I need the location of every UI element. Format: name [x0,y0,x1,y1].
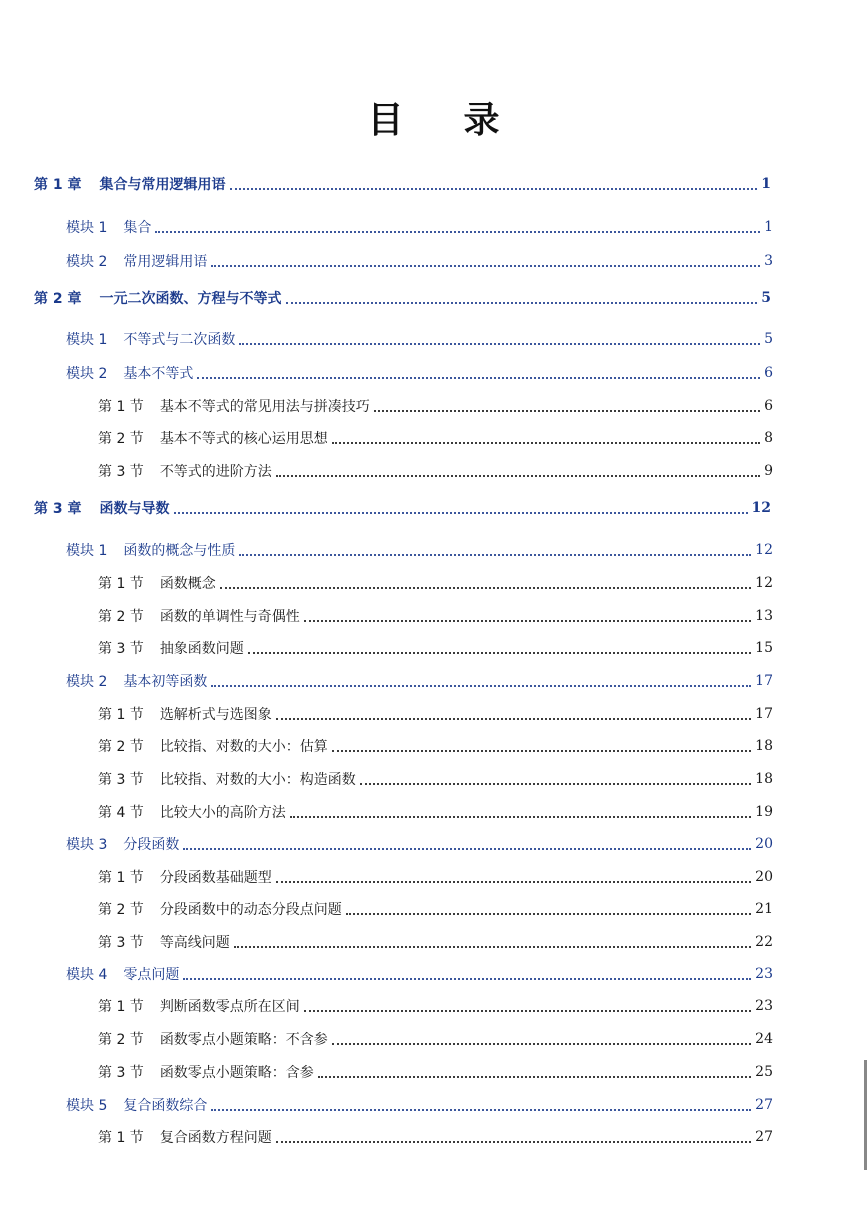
toc-module-entry[interactable] [66,327,773,351]
dot-leader [239,553,751,556]
toc-entry-title: 一元二次函数、方程与不等式 [99,291,282,307]
toc-entry-number: 第 1 节 [98,999,144,1015]
toc-section-entry[interactable] [98,1027,773,1051]
toc-section-entry[interactable] [98,1125,773,1149]
toc-entry-title: 集合 [123,220,152,236]
toc-entry-title: 不等式的进阶方法 [159,464,272,480]
toc-entry-number: 第 3 节 [98,641,144,657]
toc-entry-number: 第 3 节 [98,1065,144,1081]
dot-leader [230,187,758,190]
toc-entry-number: 第 1 节 [98,1130,144,1146]
toc-entry-page-number: 20 [755,869,773,885]
dot-leader [276,474,760,477]
dot-leader [304,1009,751,1012]
toc-section-entry[interactable] [98,930,773,954]
toc-entry-number: 模块 1 [66,332,108,348]
dot-leader [276,880,751,883]
toc-entry-number: 第 1 节 [98,870,144,886]
toc-module-entry[interactable] [66,249,773,273]
dot-leader [286,301,758,304]
toc-entry-title: 函数的概念与性质 [123,543,236,559]
dot-leader [220,586,751,589]
toc-section-entry[interactable] [98,800,773,824]
dot-leader [155,230,760,233]
toc-entry-number: 第 2 章 [34,291,82,307]
page-title: 目录 [367,100,560,141]
toc-entry-number: 模块 2 [66,674,108,690]
toc-entry-page-number: 17 [755,673,773,689]
dot-leader [276,1140,751,1143]
dot-leader [211,684,751,687]
toc-section-entry[interactable] [98,865,773,889]
toc-entry-title: 选解析式与选图象 [159,707,272,723]
toc-entry-title: 等高线问题 [159,935,230,951]
toc-module-entry[interactable] [66,1093,773,1117]
dot-leader [304,619,751,622]
toc-chapter-entry[interactable] [34,286,771,310]
toc-entry-page-number: 8 [764,430,773,446]
toc-entry-title: 基本初等函数 [123,674,208,690]
toc-entry-page-number: 20 [755,836,773,852]
toc-entry-title: 比较指、对数的大小：估算 [159,739,328,755]
toc-entry-number: 第 4 节 [98,805,144,821]
dot-leader [374,409,760,412]
dot-leader [276,717,751,720]
toc-entry-number: 第 2 节 [98,739,144,755]
toc-section-entry[interactable] [98,394,773,418]
toc-entry-page-number: 5 [764,331,773,347]
toc-section-entry[interactable] [98,994,773,1018]
toc-entry-number: 模块 1 [66,543,108,559]
toc-module-entry[interactable] [66,832,773,856]
toc-section-entry[interactable] [98,1060,773,1084]
dot-leader [183,977,751,980]
toc-section-entry[interactable] [98,426,773,450]
toc-entry-page-number: 9 [764,463,773,479]
toc-section-entry[interactable] [98,734,773,758]
toc-entry-number: 第 1 节 [98,707,144,723]
toc-entry-title: 集合与常用逻辑用语 [99,177,226,193]
toc-section-entry[interactable] [98,897,773,921]
toc-entry-number: 第 2 节 [98,431,144,447]
dot-leader [239,342,760,345]
toc-section-entry[interactable] [98,604,773,628]
toc-entry-number: 第 1 章 [34,177,82,193]
toc-module-entry[interactable] [66,215,773,239]
dot-leader [332,1042,751,1045]
toc-module-entry[interactable] [66,669,773,693]
dot-leader [332,749,751,752]
toc-entry-number: 第 3 节 [98,935,144,951]
toc-entry-page-number: 22 [755,934,773,950]
toc-entry-number: 模块 3 [66,837,108,853]
dot-leader [234,945,751,948]
toc-section-entry[interactable] [98,702,773,726]
dot-leader [290,815,751,818]
toc-entry-number: 模块 2 [66,366,108,382]
toc-entry-page-number: 21 [755,901,773,917]
toc-section-entry[interactable] [98,571,773,595]
toc-entry-page-number: 25 [755,1064,773,1080]
toc-entry-title: 函数的单调性与奇偶性 [159,609,300,625]
toc-entry-page-number: 27 [755,1129,773,1145]
dot-leader [318,1075,751,1078]
toc-entry-title: 复合函数综合 [123,1098,208,1114]
toc-chapter-entry[interactable] [34,496,771,520]
toc-entry-number: 模块 4 [66,967,108,983]
toc-entry-page-number: 18 [755,738,773,754]
toc-entry-title: 函数与导数 [99,501,170,517]
toc-entry-title: 分段函数 [123,837,180,853]
toc-entry-page-number: 5 [761,290,771,306]
toc-entry-page-number: 1 [761,176,771,192]
toc-entry-title: 函数零点小题策略：含参 [159,1065,314,1081]
toc-entry-page-number: 23 [755,966,773,982]
toc-entry-page-number: 6 [764,365,773,381]
toc-entry-page-number: 1 [764,219,773,235]
dot-leader [211,264,760,267]
toc-entry-title: 常用逻辑用语 [123,254,208,270]
toc-chapter-entry[interactable] [34,172,771,196]
dot-leader [346,912,751,915]
toc-entry-page-number: 13 [755,608,773,624]
dot-leader [197,376,760,379]
toc-entry-title: 判断函数零点所在区间 [159,999,300,1015]
toc-entry-page-number: 12 [755,542,773,558]
toc-entry-page-number: 12 [751,500,771,516]
toc-entry-page-number: 23 [755,998,773,1014]
toc-entry-number: 第 3 节 [98,464,144,480]
toc-entry-page-number: 3 [764,253,773,269]
toc-entry-number: 第 2 节 [98,609,144,625]
toc-entry-title: 复合函数方程问题 [159,1130,272,1146]
dot-leader [360,782,751,785]
toc-entry-page-number: 19 [755,804,773,820]
toc-entry-title: 比较指、对数的大小：构造函数 [159,772,356,788]
dot-leader [183,847,751,850]
toc-module-entry[interactable] [66,538,773,562]
toc-module-entry[interactable] [66,361,773,385]
toc-entry-title: 基本不等式 [123,366,194,382]
toc-entry-title: 分段函数中的动态分段点问题 [159,902,342,918]
toc-entry-page-number: 17 [755,706,773,722]
toc-entry-number: 第 3 节 [98,772,144,788]
toc-entry-number: 第 1 节 [98,399,144,415]
toc-entry-number: 第 1 节 [98,576,144,592]
toc-entry-title: 函数概念 [159,576,216,592]
toc-entry-page-number: 6 [764,398,773,414]
toc-entry-page-number: 12 [755,575,773,591]
toc-entry-title: 基本不等式的常见用法与拼凑技巧 [159,399,370,415]
toc-entry-page-number: 27 [755,1097,773,1113]
toc-section-entry[interactable] [98,636,773,660]
toc-entry-number: 模块 1 [66,220,108,236]
toc-entry-title: 函数零点小题策略：不含参 [159,1032,328,1048]
toc-entry-title: 抽象函数问题 [159,641,244,657]
toc-entry-title: 比较大小的高阶方法 [159,805,286,821]
toc-entry-page-number: 18 [755,771,773,787]
toc-entry-page-number: 24 [755,1031,773,1047]
toc-entry-title: 基本不等式的核心运用思想 [159,431,328,447]
toc-entry-title: 分段函数基础题型 [159,870,272,886]
toc-entry-number: 第 2 节 [98,1032,144,1048]
toc-section-entry[interactable] [98,459,773,483]
toc-module-entry[interactable] [66,962,773,986]
dot-leader [211,1108,751,1111]
toc-entry-number: 第 3 章 [34,501,82,517]
toc-entry-page-number: 15 [755,640,773,656]
toc-entry-title: 零点问题 [123,967,180,983]
dot-leader [174,511,748,514]
toc-entry-number: 第 2 节 [98,902,144,918]
toc-entry-number: 模块 5 [66,1098,108,1114]
dot-leader [248,651,751,654]
toc-section-entry[interactable] [98,767,773,791]
toc-entry-title: 不等式与二次函数 [123,332,236,348]
toc-entry-number: 模块 2 [66,254,108,270]
dot-leader [332,441,760,444]
